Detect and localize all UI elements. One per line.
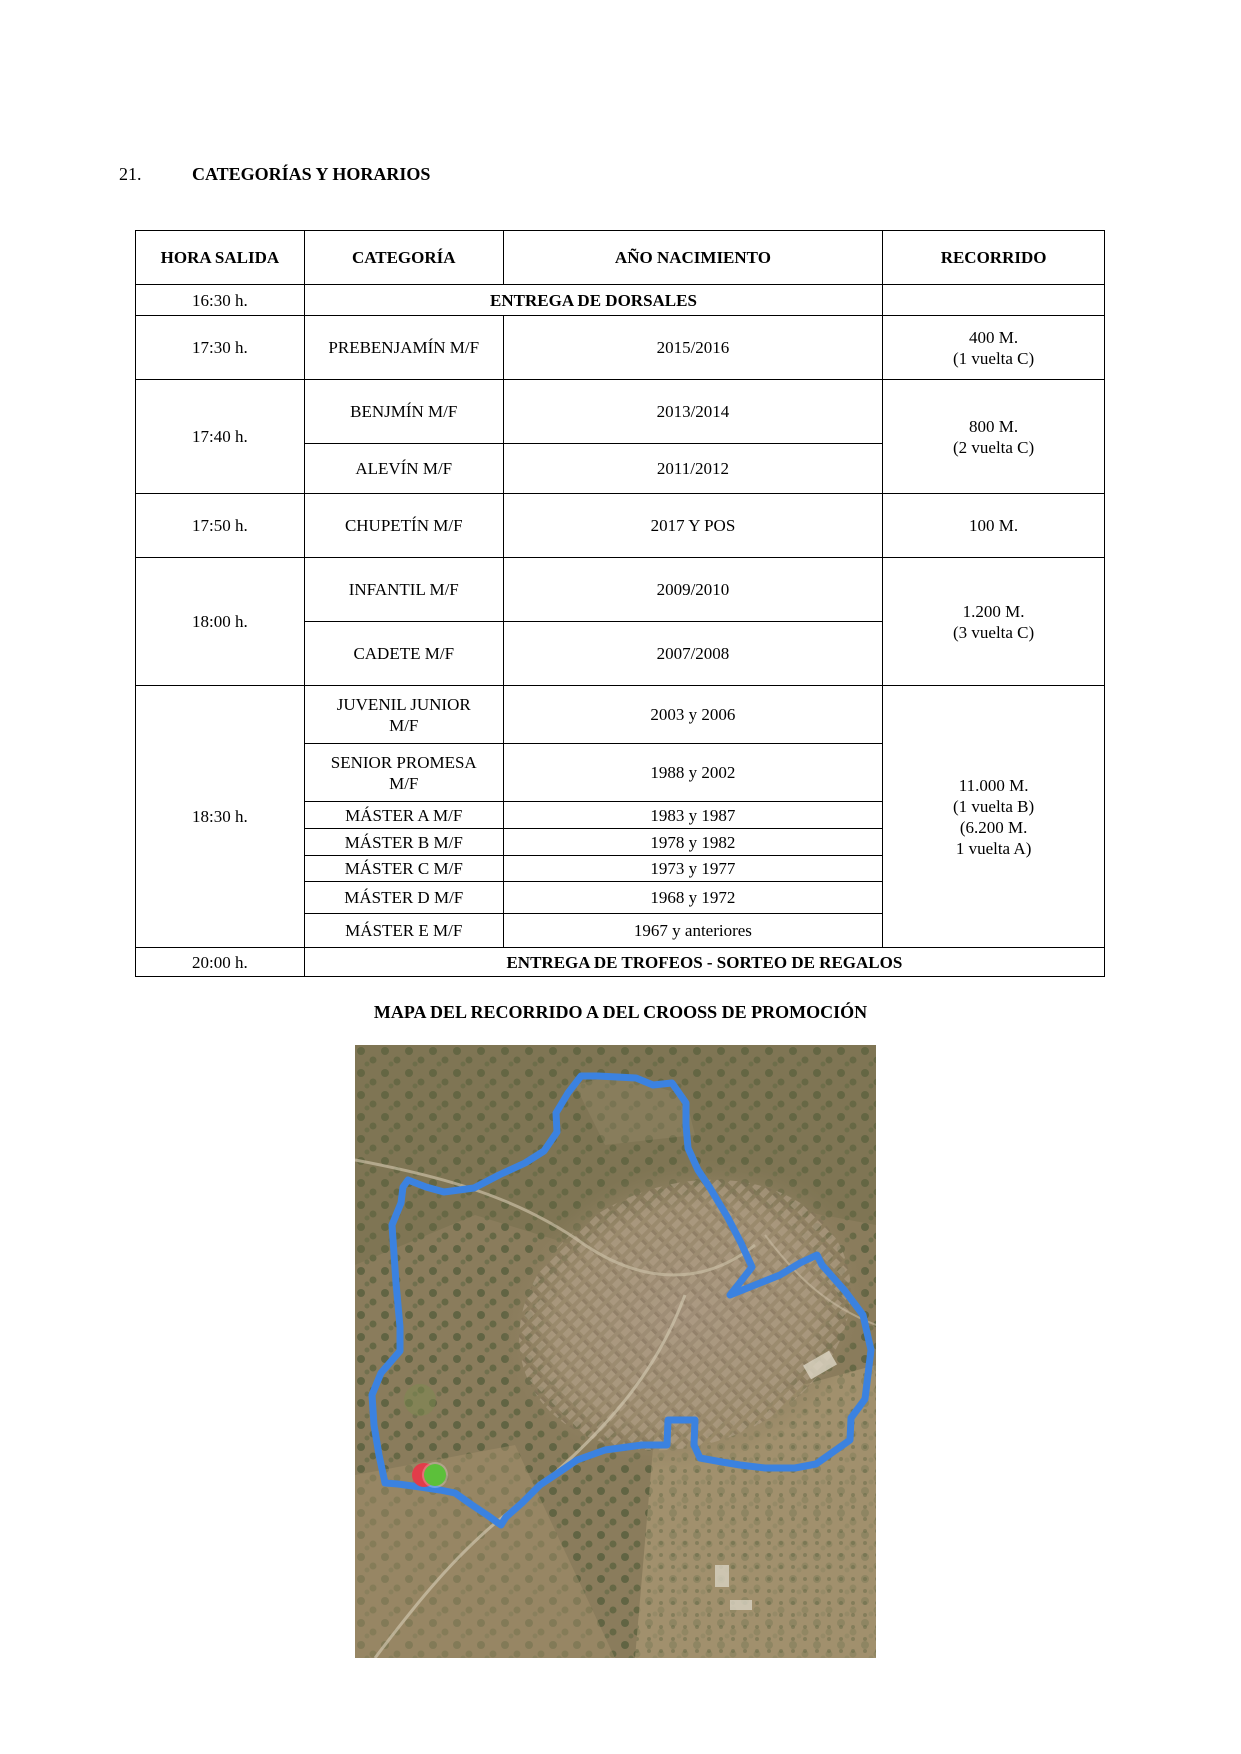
route-cell: 400 M. (1 vuelta C) bbox=[883, 316, 1105, 380]
category-cell: SENIOR PROMESA M/F bbox=[304, 744, 503, 802]
category-cell: MÁSTER C M/F bbox=[304, 856, 503, 882]
route-map bbox=[355, 1045, 876, 1658]
category-cell: PREBENJAMÍN M/F bbox=[304, 316, 503, 380]
route-cell: 1.200 M. (3 vuelta C) bbox=[883, 558, 1105, 686]
time-cell: 16:30 h. bbox=[136, 285, 305, 316]
schedule-table bbox=[135, 230, 1105, 977]
years-cell: 2013/2014 bbox=[503, 380, 883, 444]
section-number: 21. bbox=[119, 164, 142, 184]
years-cell: 1978 y 1982 bbox=[503, 829, 883, 856]
years-cell: 1983 y 1987 bbox=[503, 802, 883, 829]
section-heading bbox=[119, 164, 430, 185]
category-cell: MÁSTER D M/F bbox=[304, 882, 503, 914]
header-recorrido: RECORRIDO bbox=[883, 231, 1105, 285]
satellite-map-image bbox=[355, 1045, 876, 1658]
end-marker bbox=[424, 1464, 446, 1486]
category-cell: CADETE M/F bbox=[304, 622, 503, 686]
years-cell: 2007/2008 bbox=[503, 622, 883, 686]
category-cell: ALEVÍN M/F bbox=[304, 444, 503, 494]
table-row bbox=[136, 380, 1105, 444]
time-cell: 20:00 h. bbox=[136, 948, 305, 977]
years-cell: 1968 y 1972 bbox=[503, 882, 883, 914]
years-cell: 2009/2010 bbox=[503, 558, 883, 622]
category-cell: JUVENIL JUNIOR M/F bbox=[304, 686, 503, 744]
table-row bbox=[136, 948, 1105, 977]
time-cell: 18:00 h. bbox=[136, 558, 305, 686]
category-cell: MÁSTER E M/F bbox=[304, 914, 503, 948]
header-categoria: CATEGORÍA bbox=[304, 231, 503, 285]
category-cell: INFANTIL M/F bbox=[304, 558, 503, 622]
header-hora-salida: HORA SALIDA bbox=[136, 231, 305, 285]
years-cell: 2003 y 2006 bbox=[503, 686, 883, 744]
route-cell: 100 M. bbox=[883, 494, 1105, 558]
time-cell: 17:30 h. bbox=[136, 316, 305, 380]
table-row bbox=[136, 686, 1105, 744]
table-row bbox=[136, 494, 1105, 558]
route-cell: 800 M. (2 vuelta C) bbox=[883, 380, 1105, 494]
header-ano-nacimiento: AÑO NACIMIENTO bbox=[503, 231, 883, 285]
table-row bbox=[136, 558, 1105, 622]
section-title: CATEGORÍAS Y HORARIOS bbox=[192, 164, 431, 184]
years-cell: 1967 y anteriores bbox=[503, 914, 883, 948]
years-cell: 1988 y 2002 bbox=[503, 744, 883, 802]
route-cell bbox=[883, 285, 1105, 316]
time-cell: 17:50 h. bbox=[136, 494, 305, 558]
years-cell: 1973 y 1977 bbox=[503, 856, 883, 882]
years-cell: 2017 Y POS bbox=[503, 494, 883, 558]
event-cell: ENTREGA DE DORSALES bbox=[304, 285, 882, 316]
event-cell: ENTREGA DE TROFEOS - SORTEO DE REGALOS bbox=[304, 948, 1104, 977]
time-cell: 17:40 h. bbox=[136, 380, 305, 494]
years-cell: 2015/2016 bbox=[503, 316, 883, 380]
category-cell: BENJMÍN M/F bbox=[304, 380, 503, 444]
table-header-row bbox=[136, 231, 1105, 285]
route-cell: 11.000 M. (1 vuelta B) (6.200 M. 1 vuelta A) bbox=[883, 686, 1105, 948]
time-cell: 18:30 h. bbox=[136, 686, 305, 948]
category-cell: MÁSTER A M/F bbox=[304, 802, 503, 829]
years-cell: 2011/2012 bbox=[503, 444, 883, 494]
category-cell: CHUPETÍN M/F bbox=[304, 494, 503, 558]
map-title: MAPA DEL RECORRIDO A DEL CROOSS DE PROMOCIÓN bbox=[373, 1002, 868, 1022]
table-row bbox=[136, 285, 1105, 316]
category-cell: MÁSTER B M/F bbox=[304, 829, 503, 856]
table-row bbox=[136, 316, 1105, 380]
